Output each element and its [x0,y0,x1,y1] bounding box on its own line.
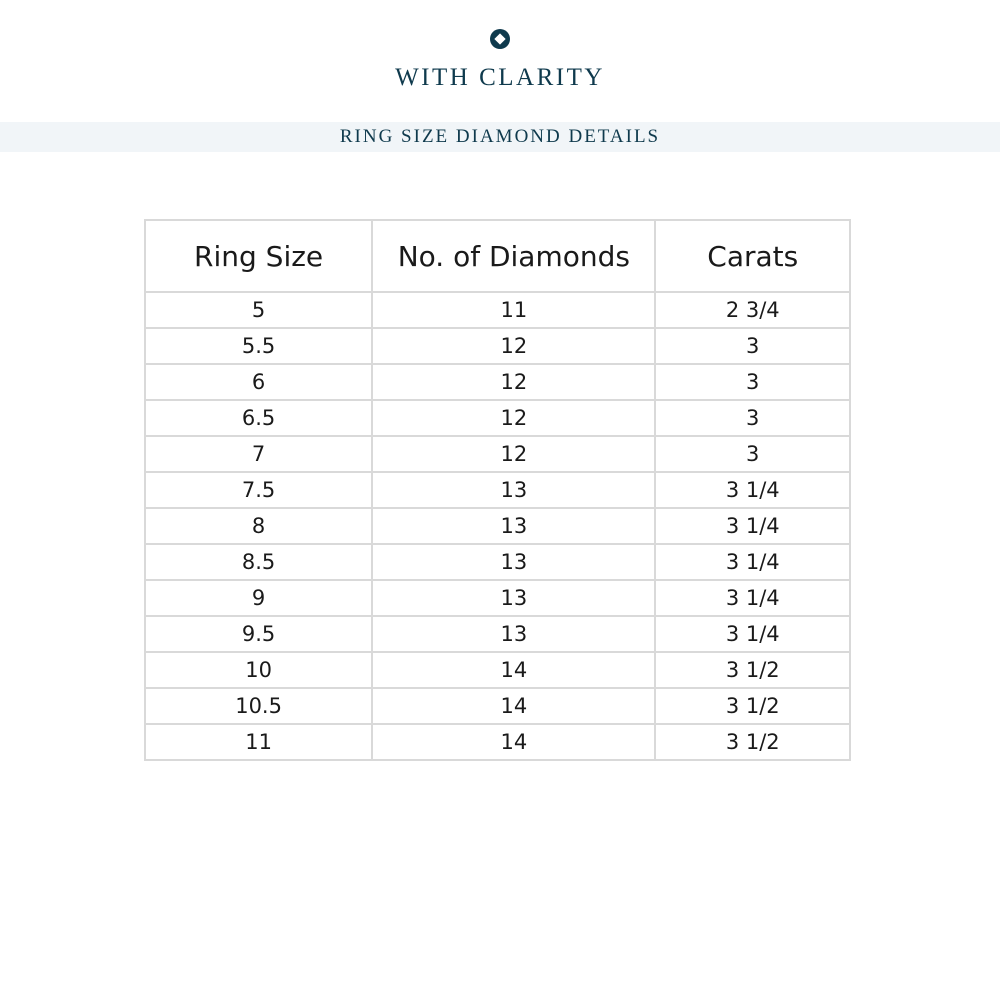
table-row [145,652,850,688]
diamond-count-cell: 13 [372,472,655,508]
ring-size-cell: 7 [145,436,372,472]
table-body [145,292,850,760]
carats-cell: 3 1/4 [655,580,850,616]
carats-cell: 3 1/2 [655,688,850,724]
carats-cell: 3 1/2 [655,652,850,688]
table-row [145,436,850,472]
section-banner [0,122,1000,152]
ring-size-cell: 7.5 [145,472,372,508]
carats-cell: 3 [655,364,850,400]
diamond-count-cell: 13 [372,580,655,616]
diamond-count-cell: 13 [372,508,655,544]
diamond-count-cell: 11 [372,292,655,328]
ring-size-cell: 5.5 [145,328,372,364]
ring-size-cell: 9 [145,580,372,616]
ring-size-cell: 8.5 [145,544,372,580]
column-header-carats: Carats [655,220,850,292]
table-row [145,328,850,364]
carats-cell: 3 1/4 [655,472,850,508]
diamond-count-cell: 14 [372,724,655,760]
ring-size-cell: 5 [145,292,372,328]
diamond-count-cell: 13 [372,616,655,652]
table-row [145,292,850,328]
table-row [145,724,850,760]
diamond-count-cell: 14 [372,688,655,724]
brand-name: WITH CLARITY [395,64,605,91]
table-row [145,616,850,652]
ring-size-cell: 10 [145,652,372,688]
table-header-row [145,220,850,292]
carats-cell: 3 [655,400,850,436]
table-row [145,688,850,724]
diamond-count-cell: 12 [372,328,655,364]
carats-cell: 2 3/4 [655,292,850,328]
table-row [145,580,850,616]
table-row [145,544,850,580]
table-row [145,508,850,544]
carats-cell: 3 [655,436,850,472]
table-row [145,400,850,436]
ring-size-cell: 9.5 [145,616,372,652]
ring-size-cell: 6.5 [145,400,372,436]
carats-cell: 3 1/4 [655,616,850,652]
diamond-circle-icon [490,29,510,49]
diamond-count-cell: 12 [372,364,655,400]
ring-size-cell: 10.5 [145,688,372,724]
diamond-count-cell: 13 [372,544,655,580]
ring-size-cell: 11 [145,724,372,760]
section-title: RING SIZE DIAMOND DETAILS [339,126,661,147]
column-header-no-of-diamonds: No. of Diamonds [372,220,655,292]
carats-cell: 3 1/4 [655,544,850,580]
ring-size-cell: 6 [145,364,372,400]
table-row [145,364,850,400]
diamond-count-cell: 12 [372,436,655,472]
table-row [145,472,850,508]
carats-cell: 3 1/4 [655,508,850,544]
diamond-count-cell: 14 [372,652,655,688]
ring-size-cell: 8 [145,508,372,544]
diamond-count-cell: 12 [372,400,655,436]
column-header-ring-size: Ring Size [145,220,372,292]
carats-cell: 3 1/2 [655,724,850,760]
carats-cell: 3 [655,328,850,364]
ring-size-table [144,219,851,761]
